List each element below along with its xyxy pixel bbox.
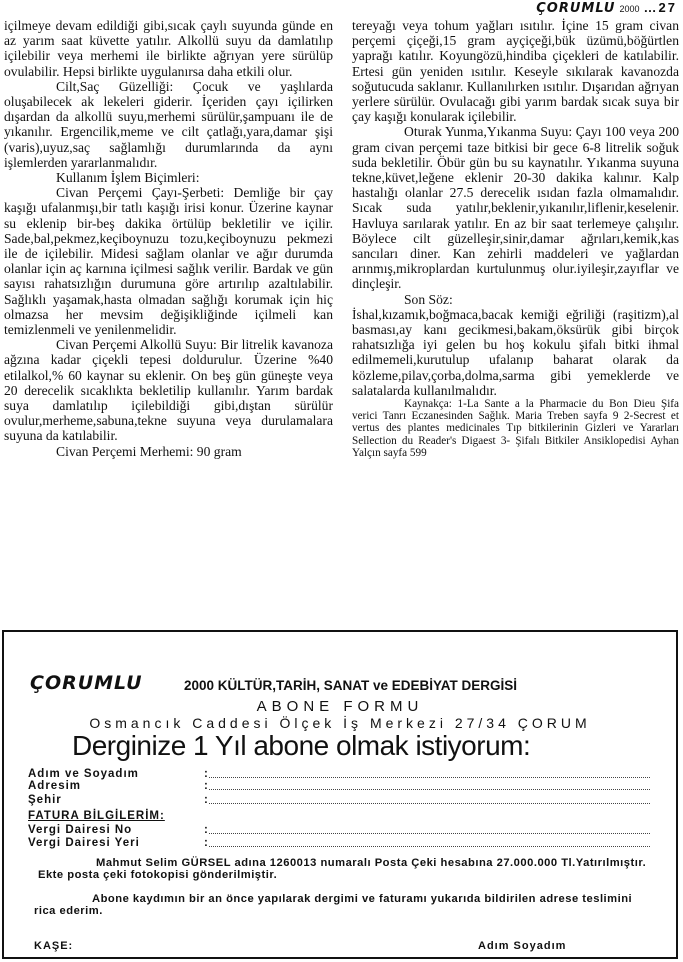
address-field-line[interactable] (209, 780, 650, 790)
address-field-label: Adresim (28, 780, 82, 792)
tax-office-no-line[interactable] (209, 824, 650, 834)
tax-office-no-label: Vergi Dairesi No (28, 824, 133, 836)
name-field[interactable] (28, 768, 650, 780)
city-field[interactable] (28, 794, 650, 806)
form-logo: ÇORUMLU (30, 672, 143, 694)
left-article-column (4, 18, 333, 459)
name-field-colon: : (204, 768, 209, 780)
left-column-paragraph: Civan Perçemi Çayı-Şerbeti: Demliğe bir çay kaşığı ufalanmışı,bir tatlı kaşığı irisi konur. Üzerine kaynar su eklenip bir-beş dakika örtülüp bekletilir ve içilir. Sade,bal,pekmez,keçiboynuzu tozu,keçiboynuzu pekmezi ile de içilebilir. Midesi sağlam olanlar ve ağır durumda olanlar için aç karnına içilmesi sağlık verilir. Bardak ve gün sayısı rahatsızlığın durumuna göre artırılıp azaltılabilir. Sağlıklı yaşamak,hasta olmadan sağlığı korumak için hiç olmazsa her mevsim değişikliğinde içilmeli kan temizlenmeli ve yenilenmelidir. (4, 185, 333, 338)
tax-office-place-colon: : (204, 837, 209, 849)
right-column-paragraph: İshal,kızamık,boğmaca,bacak kemiği eğriliği (raşitizm),al basması,ay kanı gecikmesi,bakam,öksürük gibi birçok rahatsızlığa iyi gelen bu hoş kokulu şifalı bitki ihmal edilmemeli,kurutulup ufalanıp baharat olarak da közleme,pilav,çorba,dolma,sarma gibi yemeklerde ve salatalarda kullanılmalıdır. (352, 306, 679, 398)
left-column-paragraph: Kullanım İşlem Biçimleri: (56, 170, 200, 186)
tax-office-no-colon: : (204, 824, 209, 836)
signature-label: Adım Soyadım (478, 940, 567, 952)
tax-office-no-field[interactable] (28, 824, 650, 836)
invoice-heading: FATURA BİLGİLERİM: (28, 810, 165, 822)
form-title: ABONE FORMU (256, 698, 424, 715)
header-logo: ÇORUMLU (536, 1, 616, 16)
instruction-text: Abone kaydımın bir an önce yapılarak dergimi ve faturamı yukarıda bildirilen adrese teslimini rica ederim. (34, 893, 633, 917)
form-headline: Derginize 1 Yıl abone olmak istiyorum: (72, 730, 531, 761)
payment-text: Mahmut Selim GÜRSEL adına 1260013 numaralı Posta Çeki hesabına 27.000.000 Tl.Yatırılmıştır. Ekte posta çeki fotokopisi gönderilmiştir. (38, 857, 647, 881)
tax-office-place-line[interactable] (209, 837, 650, 847)
right-column-paragraph: Son Söz: (404, 291, 453, 307)
tax-office-place-label: Vergi Dairesi Yeri (28, 837, 140, 849)
name-field-label: Adım ve Soyadım (28, 768, 139, 780)
page-number: …27 (643, 0, 677, 15)
subscription-form (2, 630, 678, 959)
magazine-title: 2000 KÜLTÜR,TARİH, SANAT ve EDEBİYAT DERGİSİ (184, 678, 518, 693)
stamp-label: KAŞE: (34, 940, 74, 952)
left-column-paragraph: Civan Perçemi Alkollü Suyu: Bir litrelik kavanoza ağzına kadar çiçekli tepesi doldurulur. Üzerine %40 etilalkol,% 60 kaynar su eklenir. On beş gün güneşte veya 20 derecelik sıcaklıkta bekletilip kullanılır. Yarım bardak suya damlatılıp içilebildiği gibi,dıştan sürülür ovulur,merheme,sabuna,tekne suyuna veya durulamalara suyuna da katılabilir. (4, 337, 333, 444)
city-field-label: Şehir (28, 794, 62, 806)
left-column-paragraph: Civan Perçemi Merhemi: 90 gram (56, 443, 242, 459)
form-address: Osmancık Caddesi Ölçek İş Merkezi 27/34 ÇORUM (89, 715, 591, 731)
address-field-colon: : (204, 780, 209, 792)
right-column-paragraph: tereyağı veya tohum yağları ısıtılır. İçine 15 gram civan perçemi çiçeği,15 gram ayçiçeği,bük üzümü,böğürtlen yaprağı katılır. Koyungözü,hindiba çiçekleri de katılabilir. Ertesi gün yeniden ısıtılır. Keseyle sıkılarak kavanozda soğutucuda saklanır. Kullanılırken ısıtılır. Dışarıdan ağrıyan yerlere sürülür. Ovulacağı gibi yarım bardak sıcak suya bir çay kaşığı konularak içilebilir. (352, 18, 679, 125)
right-article-column (352, 18, 679, 459)
left-column-paragraph: Cilt,Saç Güzelliği: Çocuk ve yaşlılarda oluşabilecek ak lekeleri giderir. İçeriden çayı içilirken dışardan da alkollü suyu,merhemi sürülür,şampuanı ile de yıkanılır. Ergencilik,meme ve cilt çatlağı,yara,damar şişi (varis),uyuz,saç sağlamlığı durumlarında da aynı işlemlerden yararlanmalıdır. (4, 78, 333, 170)
left-column-paragraph: içilmeye devam edildiği gibi,sıcak çaylı suyunda günde en az yarım saat küvette yatılır. Alkollü suyu da damlatılıp içilebilir veya merhemi ile birlikte ağrıyan yere sürülüp ovulabilir. Hepsi birlikte uygulanırsa daha etkili olur. (4, 18, 333, 79)
name-field-line[interactable] (209, 768, 650, 778)
tax-office-place-field[interactable] (28, 837, 650, 849)
page-header (536, 0, 677, 18)
city-field-line[interactable] (209, 794, 650, 804)
right-column-paragraph: Oturak Yunma,Yıkanma Suyu: Çayı 100 veya 200 gram civan perçemi taze bitkisi bir gece 6-8 litrelik soğuk suda bekletilir. Öbür gün bu su kaynatılır. Yıkanma suyuna tekne,küvet,leğene eklenir 20-30 dakika kalınır. Kalp hastalığı olanlar 27.5 derecelik ısıdan fazla olmamalıdır. Sıcak suda yatılır,beklenir,yıkanılır,liflenir,keselenir. Havluya sarılarak yatılır. En az bir saat terlemeye çalışılır. Böylece cilt güzelleşir,sinir,damar ağrıları,kemik,kas sancıları diner. Kan zehirli maddeleri ve yağlardan arınmış,mikroplardan kurtulunmuş olur.iyileşir,zayıflar ve dinçleşir. (352, 124, 679, 292)
city-field-colon: : (204, 794, 209, 806)
header-year: 2000 (619, 4, 640, 14)
address-field[interactable] (28, 780, 650, 792)
right-column-paragraph: Kaynakça: 1-La Sante a la Pharmacie du Bon Dieu Şifa verici Tanrı Eczanesinden Sağlık. Maria Treben sayfa 9 2-Secrest et vertus des plantes medicinales Tıp bitkilerinin Gizleri ve Yararları Sellection du Reader's Digaest 3- Şifalı Bitkiler Ansiklopedisi Ayhan Yalçın sayfa 599 (352, 398, 679, 459)
